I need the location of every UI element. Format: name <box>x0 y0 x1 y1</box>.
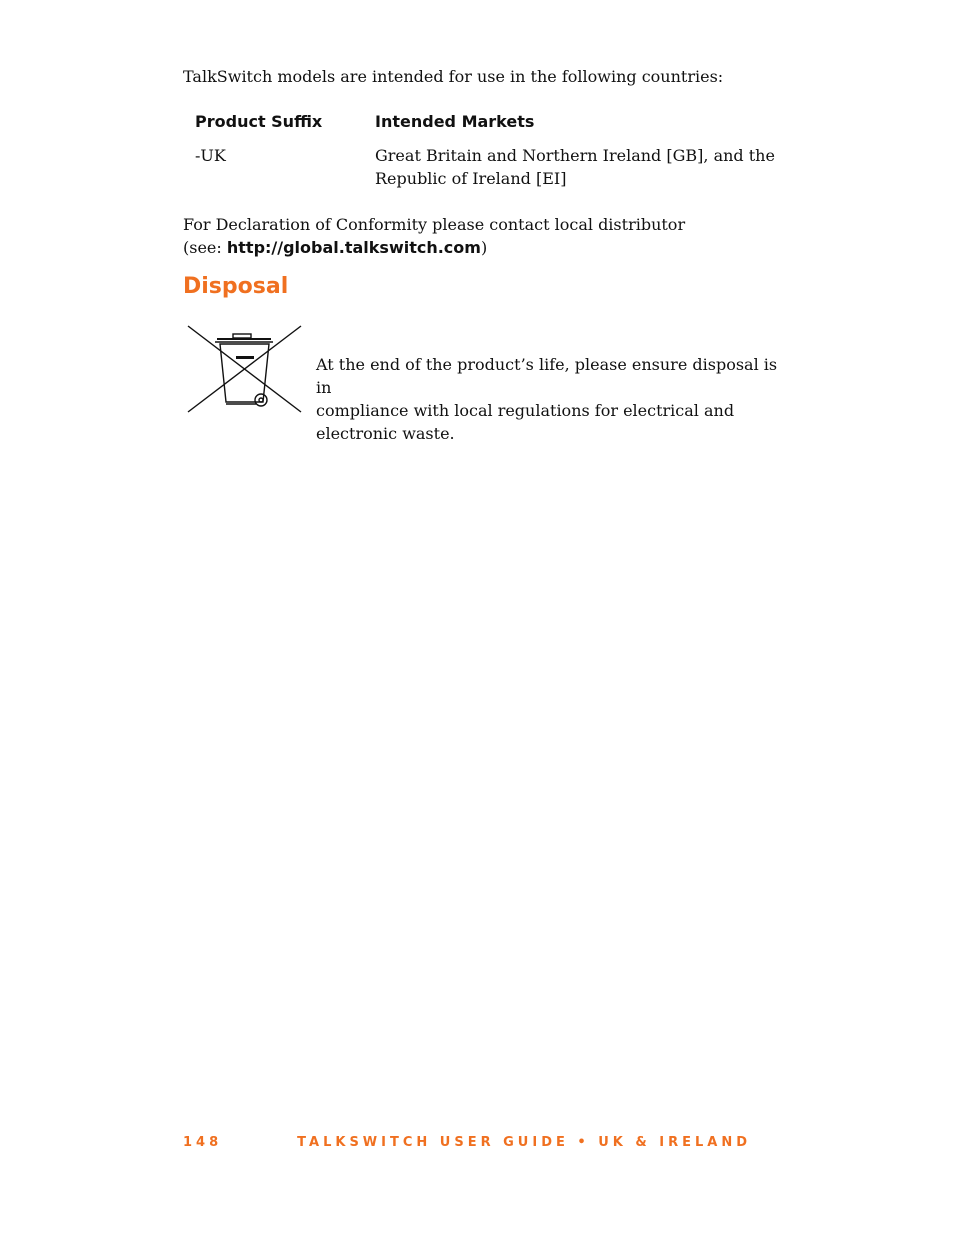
cell-market-line1: Great Britain and Northern Ireland [GB], and the <box>375 146 775 165</box>
table-row <box>195 144 775 190</box>
cell-market-line2: Republic of Ireland [EI] <box>375 169 567 188</box>
page-footer <box>183 1135 751 1150</box>
header-intended-markets: Intended Markets <box>375 112 535 131</box>
disposal-line3: electronic waste. <box>316 424 455 443</box>
cell-suffix: -UK <box>195 146 226 165</box>
guide-title: TALKSWITCH USER GUIDE • UK & IRELAND <box>297 1135 751 1150</box>
declaration-see-prefix: (see: <box>183 238 227 257</box>
markets-table <box>195 110 775 190</box>
table-header-row <box>195 110 775 133</box>
intro-text: TalkSwitch models are intended for use in the following countries: <box>183 67 724 86</box>
cell-market <box>375 144 775 190</box>
disposal-line2: compliance with local regulations for electrical and <box>316 401 735 420</box>
declaration-see-suffix: ) <box>480 238 488 257</box>
distributor-link[interactable]: http://global.talkswitch.com <box>226 238 481 257</box>
header-product-suffix: Product Suffix <box>195 112 323 131</box>
crossed-out-wheelie-bin-icon <box>186 324 302 416</box>
disposal-line1: At the end of the product’s life, please ensure disposal is in <box>316 355 778 397</box>
disposal-heading: Disposal <box>183 274 289 299</box>
page-number: 148 <box>183 1135 223 1150</box>
disposal-text <box>316 353 786 445</box>
declaration-line1: For Declaration of Conformity please contact local distributor <box>183 215 686 234</box>
declaration-note <box>183 213 685 259</box>
